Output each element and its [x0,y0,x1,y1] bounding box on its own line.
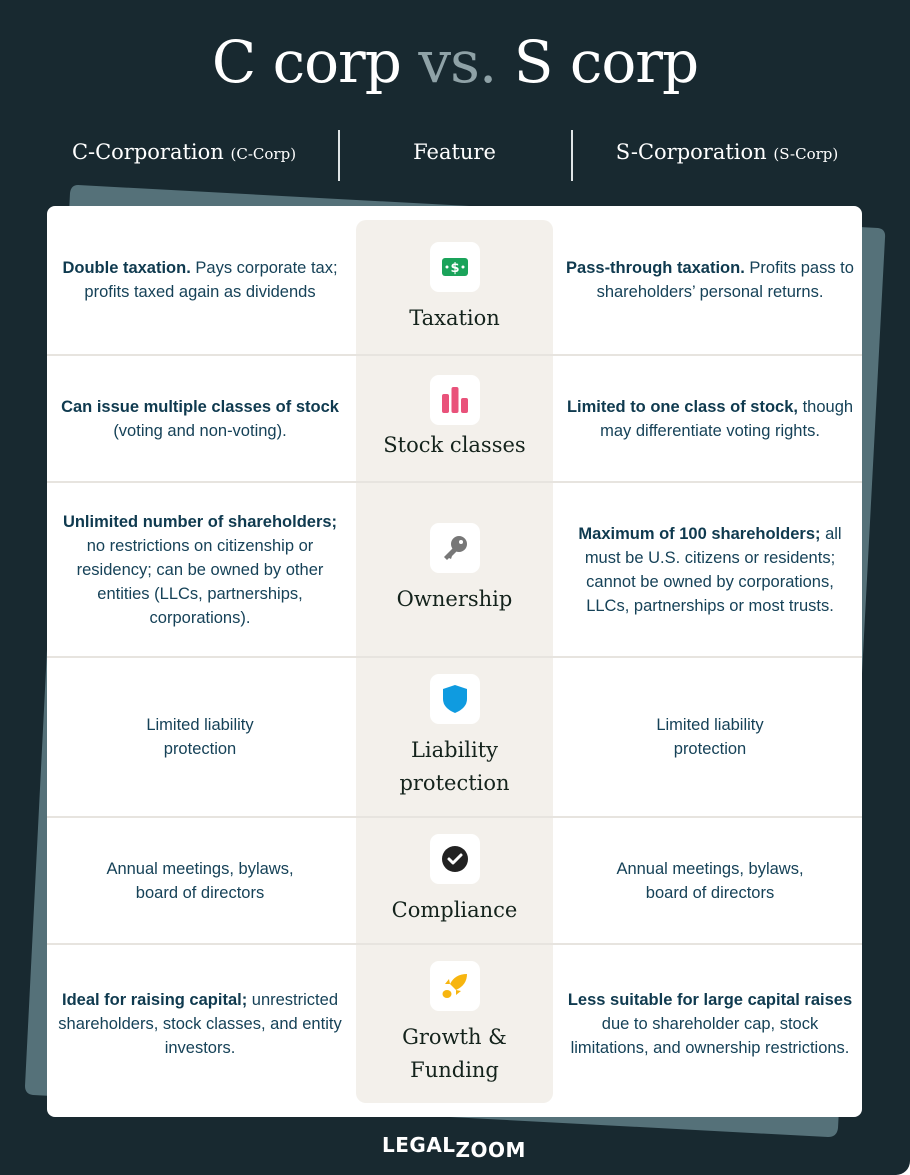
s-corp-cell: Limited to one class of stock, though may differentiate voting rights. [566,397,854,440]
feature-cell [356,818,553,943]
header-c-corp-label: C-Corporation [71,140,224,164]
header-c-corp-abbr: (C-Corp) [230,145,297,163]
logo-zoom: ZOOM [455,1138,526,1162]
s-corp-cell: Less suitable for large capital raises due to shareholder cap, stock limitations, and ownership restrictions. [567,991,853,1057]
c-corp-cell: Annual meetings, bylaws, board of directors [106,859,294,902]
header-divider [571,130,573,181]
shield-icon [430,674,480,724]
comparison-table [47,206,862,1117]
feature-label: Liability protection [399,738,510,795]
header-s-corp-abbr: (S-Corp) [773,145,839,163]
feature-label: Stock classes [383,433,526,457]
feature-label: Growth & Funding [402,1025,507,1082]
table-row-stock-classes [47,356,862,483]
s-corp-cell: Pass-through taxation. Profits pass to shareholders’ personal returns. [566,259,854,301]
table-row-growth-funding [47,945,862,1103]
table-row-ownership [47,483,862,658]
dollar-bill-icon [430,242,480,292]
key-icon [430,523,480,573]
title-s-corp: S corp [513,28,699,96]
header-divider [338,130,340,181]
table-row-taxation [47,206,862,356]
feature-cell [356,356,553,481]
feature-label: Ownership [396,587,513,611]
c-corp-cell: Can issue multiple classes of stock (voting and non-voting). [61,397,339,440]
title-vs: vs. [418,28,497,96]
c-corp-cell: Ideal for raising capital; unrestricted shareholders, stock classes, and entity investors. [58,991,342,1057]
c-corp-cell: Double taxation. Pays corporate tax; profits taxed again as dividends [62,259,338,301]
s-corp-cell: Annual meetings, bylaws, board of directors [616,859,804,902]
svg-text:$: $ [449,260,460,276]
page-title [0,28,910,96]
table-row-liability [47,658,862,818]
legalzoom-logo [382,1133,526,1162]
feature-cell [356,658,553,816]
feature-cell [356,945,553,1103]
s-corp-cell: Maximum of 100 shareholders; all must be U.S. citizens or residents; cannot be owned by corporations, LLCs, partnerships or most trusts. [578,524,842,615]
s-corp-cell: Limited liability protection [656,716,764,758]
c-corp-cell: Limited liability protection [146,716,254,758]
bar-chart-icon [430,375,480,425]
header-s-corp [596,140,858,164]
feature-label: Taxation [409,305,500,330]
feature-cell [356,206,553,354]
c-corp-cell: Unlimited number of shareholders; no restrictions on citizenship or residency; can be owned by other entities (LLCs, partnerships, corporations). [62,512,338,627]
logo-legal: LEGAL [382,1133,456,1157]
rocket-icon [430,961,480,1011]
feature-label: Compliance [391,898,518,922]
header-s-corp-label: S-Corporation [615,140,767,164]
check-circle-icon [430,834,480,884]
table-row-compliance [47,818,862,945]
title-c-corp: C corp [211,28,401,96]
feature-cell [356,483,553,656]
header-c-corp [55,140,313,164]
header-feature: Feature [413,140,496,164]
